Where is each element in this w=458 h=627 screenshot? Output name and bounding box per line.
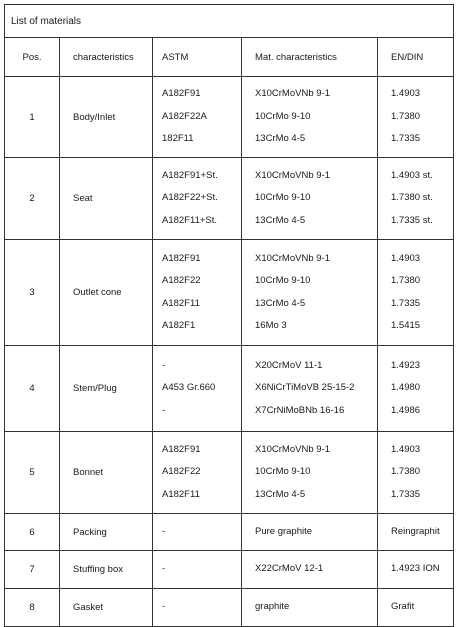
mat-characteristics-value: graphite (255, 601, 290, 613)
table-row (5, 77, 454, 158)
mat-characteristics-cell (242, 514, 378, 551)
mat-characteristics-value: 10CrMo 9-10 (255, 192, 311, 204)
astm-cell (153, 77, 242, 158)
header-pos: Pos. (5, 38, 60, 77)
mat-characteristics-value: X6NiCrTiMoVB 25-15-2 (255, 382, 355, 394)
characteristic-cell: Seat (60, 158, 153, 240)
en-din-value: 1.4980 (391, 382, 421, 394)
en-din-value: 1.7335 (391, 133, 421, 145)
characteristic-cell: Packing (60, 514, 153, 551)
materials-table (4, 4, 454, 627)
pos-cell: 3 (5, 240, 60, 346)
astm-cell (153, 432, 242, 514)
astm-cell (153, 346, 242, 432)
astm-cell (153, 551, 242, 589)
characteristic-cell: Stem/Plug (60, 346, 153, 432)
table-row (5, 432, 454, 514)
pos-cell: 5 (5, 432, 60, 514)
table-title: List of materials (5, 5, 454, 38)
en-din-value: 1.7335 (391, 297, 421, 309)
mat-characteristics-cell (242, 432, 378, 514)
en-din-cell (378, 514, 454, 551)
characteristic-cell: Outlet cone (60, 240, 153, 346)
astm-value: - (162, 601, 166, 613)
pos-cell: 1 (5, 77, 60, 158)
mat-characteristics-cell (242, 158, 378, 240)
en-din-value: 1.4903 st. (391, 169, 433, 181)
table-row (5, 158, 454, 240)
astm-value: - (162, 404, 166, 416)
pos-cell: 2 (5, 158, 60, 240)
en-din-value: 1.7335 (391, 488, 421, 500)
en-din-cell (378, 240, 454, 346)
table-row (5, 589, 454, 627)
en-din-cell (378, 346, 454, 432)
mat-characteristics-value: 13CrMo 4-5 (255, 214, 306, 226)
en-din-cell (378, 77, 454, 158)
en-din-cell (378, 432, 454, 514)
astm-value: - (162, 359, 166, 371)
astm-value: A182F22A (162, 110, 207, 122)
mat-characteristics-value: X10CrMoVNb 9-1 (255, 88, 330, 100)
en-din-value: 1.7380 (391, 275, 421, 286)
pos-cell: 7 (5, 551, 60, 589)
header-row (5, 38, 454, 77)
mat-characteristics-cell (242, 77, 378, 158)
mat-characteristics-value: 10CrMo 9-10 (255, 275, 311, 286)
table-row (5, 551, 454, 589)
astm-cell (153, 514, 242, 551)
astm-value: - (162, 563, 166, 575)
table-row (5, 346, 454, 432)
astm-value: A182F91 (162, 88, 201, 100)
astm-value: A453 Gr.660 (162, 382, 216, 394)
characteristic-cell: Bonnet (60, 432, 153, 514)
en-din-cell (378, 158, 454, 240)
mat-characteristics-value: 13CrMo 4-5 (255, 133, 306, 145)
mat-characteristics-cell (242, 240, 378, 346)
astm-value: A182F22 (162, 275, 201, 286)
astm-value: A182F11 (162, 488, 200, 500)
en-din-cell (378, 551, 454, 589)
mat-characteristics-cell (242, 346, 378, 432)
astm-cell (153, 589, 242, 627)
astm-value: 182F11 (162, 133, 194, 145)
mat-characteristics-value: X22CrMoV 12-1 (255, 563, 324, 575)
mat-characteristics-value: X10CrMoVNb 9-1 (255, 443, 330, 455)
mat-characteristics-value: X7CrNiMoBNb 16-16 (255, 404, 345, 416)
astm-value: A182F91 (162, 252, 201, 264)
mat-characteristics-cell (242, 551, 378, 589)
astm-value: - (162, 525, 166, 537)
en-din-value: 1.4923 (391, 359, 421, 371)
mat-characteristics-value: 13CrMo 4-5 (255, 297, 306, 309)
header-characteristics: characteristics (60, 38, 153, 77)
astm-value: A182F91 (162, 443, 201, 455)
mat-characteristics-value: X10CrMoVNb 9-1 (255, 252, 330, 264)
characteristic-cell: Stuffing box (60, 551, 153, 589)
pos-cell: 6 (5, 514, 60, 551)
en-din-value: 1.5415 (391, 320, 421, 331)
mat-characteristics-value: Pure graphite (255, 525, 313, 537)
mat-characteristics-value: 10CrMo 9-10 (255, 466, 311, 478)
en-din-value: 1.4923 ION (391, 563, 440, 575)
en-din-value: Grafit (391, 601, 415, 613)
header-astm: ASTM (153, 38, 242, 77)
en-din-value: Reingraphit (391, 525, 440, 537)
en-din-value: 1.4986 (391, 404, 421, 416)
en-din-value: 1.4903 (391, 88, 421, 100)
materials-document (4, 4, 453, 621)
en-din-value: 1.7335 st. (391, 214, 433, 226)
en-din-value: 1.4903 (391, 443, 421, 455)
mat-characteristics-value: 16Mo 3 (255, 320, 287, 331)
astm-value: A182F11 (162, 297, 200, 309)
characteristic-cell: Gasket (60, 589, 153, 627)
mat-characteristics-cell (242, 589, 378, 627)
en-din-value: 1.7380 (391, 110, 421, 122)
mat-characteristics-value: 10CrMo 9-10 (255, 110, 311, 122)
header-mat-characteristics: Mat. characteristics (242, 38, 378, 77)
table-row (5, 514, 454, 551)
en-din-value: 1.7380 (391, 466, 421, 478)
astm-cell (153, 158, 242, 240)
en-din-value: 1.7380 st. (391, 192, 433, 204)
characteristic-cell: Body/Inlet (60, 77, 153, 158)
title-row (5, 5, 454, 38)
header-en-din: EN/DIN (378, 38, 454, 77)
en-din-value: 1.4903 (391, 252, 421, 264)
pos-cell: 8 (5, 589, 60, 627)
astm-value: A182F11+St. (162, 214, 218, 226)
astm-value: A182F22 (162, 466, 201, 478)
astm-value: A182F91+St. (162, 169, 218, 181)
pos-cell: 4 (5, 346, 60, 432)
astm-cell (153, 240, 242, 346)
astm-value: A182F22+St. (162, 192, 218, 204)
mat-characteristics-value: 13CrMo 4-5 (255, 488, 306, 500)
table-row (5, 240, 454, 346)
astm-value: A182F1 (162, 320, 196, 331)
en-din-cell (378, 589, 454, 627)
mat-characteristics-value: X20CrMoV 11-1 (255, 359, 323, 371)
mat-characteristics-value: X10CrMoVNb 9-1 (255, 169, 330, 181)
